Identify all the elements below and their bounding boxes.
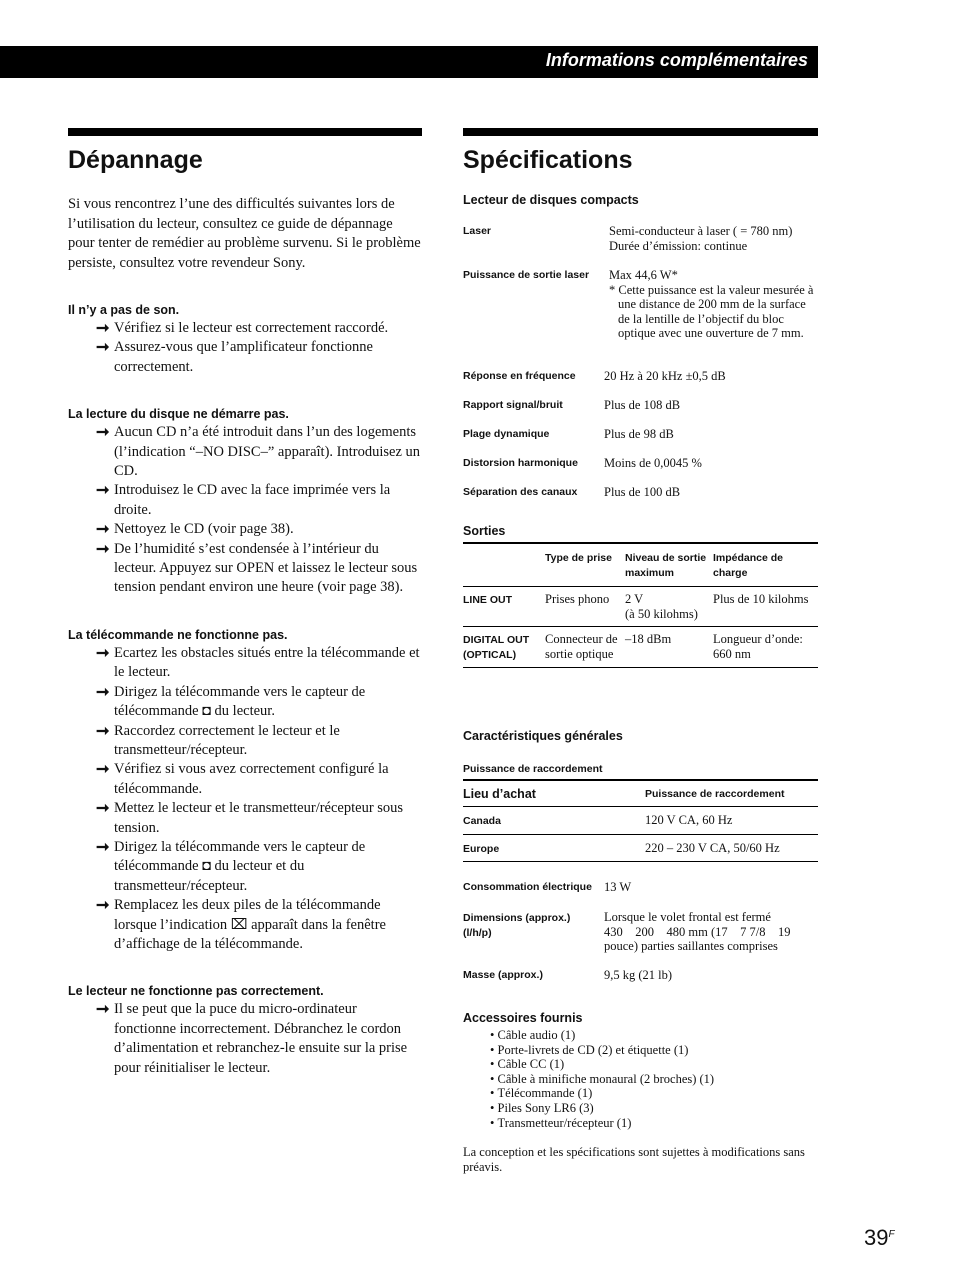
cell-line: 2 V [625,592,644,606]
table-row [463,587,818,627]
section-title: Informations complémentaires [545,50,808,70]
accessories-list [463,1028,818,1130]
value-line: pouce) parties saillantes comprises [604,939,778,954]
tip-item: ➞ Dirigez la télécommande vers le capteur de télécommande ◘ du lecteur et du transmetteur/récepteur. [96,838,422,896]
section-rule [68,128,422,136]
table-header-row [463,543,818,587]
outputs-table [463,542,818,668]
tip-item: ➞ Assurez-vous que l’amplificateur fonctionne correctement. [96,338,422,377]
tip-item: ➞ Vérifiez si vous avez correctement configuré la télécommande. [96,760,422,799]
specifications-title: Spécifications [463,146,633,174]
spec-label-mass: Masse (approx.) [463,969,543,981]
spec-value-laser-power [609,268,819,341]
footer-note: La conception et les spécifications sont sujettes à modifications sans préavis. [463,1145,805,1174]
tip-list [68,644,422,955]
table-header-row [463,780,818,807]
tip-item: ➞ Introduisez le CD avec la face imprimée vers la droite. [96,481,422,520]
table-row [463,834,818,862]
issue-title: Le lecteur ne fonctionne pas correctement. [68,984,324,999]
power-label: Puissance de raccordement [463,763,603,775]
table-cell: Canada [463,807,645,835]
table-header: Niveau de sortie maximum [625,552,707,579]
list-item: • Câble à minifiche monaural (2 broches) (1) [490,1072,818,1087]
laser-power-note: * Cette puissance est la valeur mesurée à une distance de 200 mm de la surface de la lentille de l’objectif du bloc optique avec une ouverture de 7 mm. [609,282,814,341]
table-cell: LINE OUT [463,587,545,627]
tip-item: ➞ Mettez le lecteur et le transmetteur/récepteur sous tension. [96,799,422,838]
value-line: 430 200 480 mm (17 7 7/8 19 [604,924,791,939]
general-heading: Caractéristiques générales [463,729,623,743]
spec-value-consumption: 13 W [604,880,632,894]
spec-label: Réponse en fréquence [463,370,576,382]
tip-item: ➞ De l’humidité s’est condensée à l’intérieur du lecteur. Appuyez sur OPEN et laissez le lecteur sous tension pendant environ une heure (voir page 38). [96,540,422,598]
section-header-bar [0,46,818,78]
table-header: Puissance de raccordement [645,788,785,800]
cd-player-heading: Lecteur de disques compacts [463,193,639,207]
table-row [463,627,818,668]
tip-item: ➞ Nettoyez le CD (voir page 38). [96,520,422,539]
troubleshooting-intro: Si vous rencontrez l’une des difficultés suivantes lors de l’utilisation du lecteur, consultez ce guide de dépannage pour tenter de remédier au problème survenu. Si le problème persiste, consultez votre revendeur Sony. [68,196,421,271]
spec-label-dimensions [463,911,570,940]
issue-malfunction [68,984,422,1078]
list-item: • Câble audio (1) [490,1028,818,1043]
table-cell: –18 dBm [625,627,713,668]
issue-remote [68,628,422,955]
value-line: Lorsque le volet frontal est fermé [604,910,771,924]
cell-line: (OPTICAL) [463,648,517,661]
spec-value: Moins de 0,0045 % [604,456,702,470]
table-cell [625,587,713,627]
laser-power-value: Max 44,6 W* [609,268,678,282]
table-cell: Longueur d’onde: 660 nm [713,627,818,668]
spec-label: Séparation des canaux [463,486,578,498]
laser-emission: Durée d’émission: continue [609,238,748,253]
section-rule [463,128,818,136]
spec-value-dimensions [604,910,818,954]
table-header [463,543,545,587]
table-cell: 220 – 230 V CA, 50/60 Hz [645,834,818,862]
spec-label: Distorsion harmonique [463,457,578,469]
list-item: • Télécommande (1) [490,1086,818,1101]
table-header: Impédance de charge [713,552,784,579]
troubleshooting-section [68,128,422,1078]
table-header: Type de prise [545,552,612,564]
tip-item: ➞ Il se peut que la puce du micro-ordinateur fonctionne incorrectement. Débranchez le cordon d’alimentation et rebranchez-le ensuite sur la prise pour réinitialiser le lecteur. [96,1000,422,1078]
spec-value: Plus de 98 dB [604,427,674,441]
list-item: • Porte-livrets de CD (2) et étiquette (1) [490,1043,818,1058]
table-cell: Prises phono [545,587,625,627]
spec-value-mass: 9,5 kg (21 lb) [604,968,673,982]
tip-list [68,319,422,377]
spec-label-laser-power: Puissance de sortie laser [463,269,590,281]
spec-value: Plus de 108 dB [604,398,681,412]
table-cell [463,627,545,668]
table-cell: Plus de 10 kilohms [713,587,818,627]
spec-label-laser: Laser [463,225,492,237]
list-item: • Câble CC (1) [490,1057,818,1072]
troubleshooting-title: Dépannage [68,146,203,174]
label-line: Dimensions (approx.) [463,912,571,924]
tip-item: ➞ Ecartez les obstacles situés entre la télécommande et le lecteur. [96,644,422,683]
page-number [864,1225,895,1251]
issue-disc-no-play [68,407,422,598]
page-number-suffix: F [888,1229,895,1240]
outputs-heading: Sorties [463,524,506,538]
table-header: Lieu d’achat [463,787,536,801]
tip-list [68,423,422,598]
spec-label: Rapport signal/bruit [463,399,563,411]
tip-item: ➞ Vérifiez si le lecteur est correctement raccordé. [96,319,422,338]
accessories-heading: Accessoires fournis [463,1011,583,1025]
table-cell: Europe [463,834,645,862]
spec-value: Plus de 100 dB [604,485,681,499]
power-table [463,779,818,862]
issue-title: La télécommande ne fonctionne pas. [68,627,288,642]
tip-item: ➞ Aucun CD n’a été introduit dans l’un des logements (l’indication “–NO DISC–” apparaît). Introduisez un CD. [96,423,422,481]
spec-value: 20 Hz à 20 kHz ±0,5 dB [604,369,726,383]
cell-line: DIGITAL OUT [463,634,530,647]
tip-item: ➞ Remplacez les deux piles de la télécommande lorsque l’indication ⌧ apparaît dans la fenêtre d’affichage de la télécommande. [96,896,422,954]
page-number-value: 39 [864,1225,889,1250]
spec-label-consumption: Consommation électrique [463,881,592,893]
tip-item: ➞ Dirigez la télécommande vers le capteur de télécommande ◘ du lecteur. [96,683,422,722]
tip-item: ➞ Raccordez correctement le lecteur et le transmetteur/récepteur. [96,722,422,761]
spec-label: Plage dynamique [463,428,550,440]
specifications-section [463,128,818,175]
issue-title: La lecture du disque ne démarre pas. [68,407,289,422]
issue-no-sound [68,303,422,377]
table-row [463,807,818,835]
list-item: • Piles Sony LR6 (3) [490,1101,818,1116]
spec-value-laser [609,224,818,253]
table-cell: Connecteur de sortie optique [545,627,625,668]
tip-list [68,1000,422,1078]
label-line: (l/h/p) [463,926,492,939]
table-cell: 120 V CA, 60 Hz [645,807,818,835]
laser-type: Semi-conducteur à laser ( = 780 nm) [609,224,793,238]
list-item: • Transmetteur/récepteur (1) [490,1116,818,1131]
issue-title: Il n’y a pas de son. [68,303,180,317]
cell-line: (à 50 kilohms) [625,606,698,621]
